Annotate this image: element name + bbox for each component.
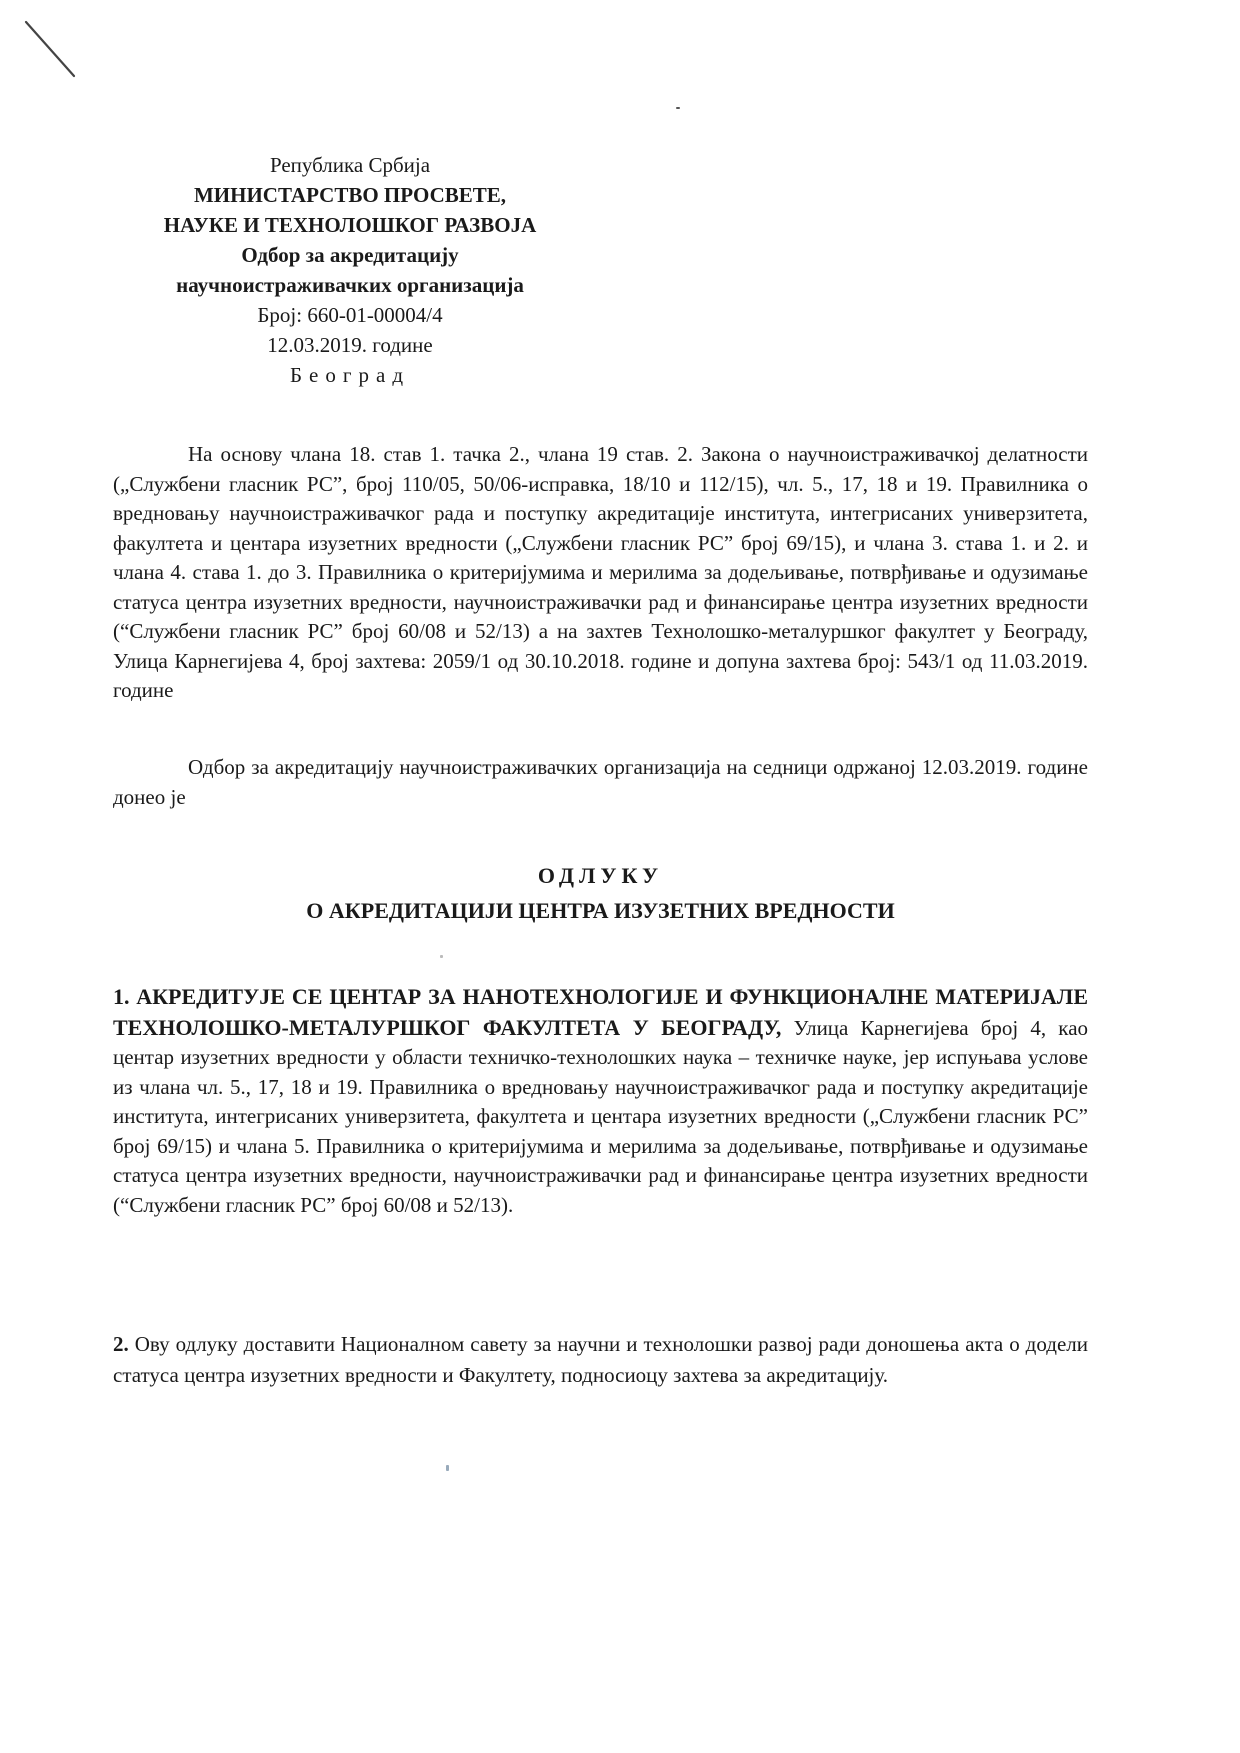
header-ministry-line2: НАУКЕ И ТЕХНОЛОШКОГ РАЗВОЈА [163,213,537,237]
preamble-decision-intro: Одбор за акредитацију научноистраживачких организација на седници одржаној 12.03.2019. године донео је [113,755,1088,809]
decision-subtitle: О АКРЕДИТАЦИЈИ ЦЕНТРА ИЗУЗЕТНИХ ВРЕДНОСТИ [306,898,895,923]
header-board-line2: научноистраживачких организација [176,273,524,297]
header-republic: Република Србија [269,153,431,177]
item-1-text: Улица Карнегијева број 4, као центар изузетних вредности у области техничко-технолошких наука – техничке науке, јер испуњава услове из члана чл. 5., 17, 18 и 19. Правилника о вредновању научноистраживачког рада и поступку акредитације института, интегрисаних универзитета, факултета и центара изузетних вредности („Службени гласник РС” број 69/15) и члана 5. Правилника о критеријумима и мерилима за додељивање, потврђивање и одузимање статуса центра изузетних вредности, научноистраживачки рад и финансирање центра изузетних вредности (“Службени гласник РС” број 60/08 и 52/13). [113,1015,1089,1217]
document-header [90,150,610,390]
item-1-number: 1. [113,984,130,1009]
decision-title-block [113,858,1088,928]
header-board-line1: Одбор за акредитацију [241,243,459,267]
item-1-heading: АКРЕДИТУЈЕ СЕ ЦЕНТАР ЗА НАНОТЕХНОЛОГИЈЕ И ФУНКЦИОНАЛНЕ МАТЕРИЈАЛЕ ТЕХНОЛОШКО-МЕТАЛУРШКОГ ФАКУЛТЕТА У БЕОГРАДУ, [113,984,1088,1040]
scan-speck [440,955,443,958]
item-2-text: Ову одлуку доставити Националном савету за научни и технолошки развој ради доношења акта о додели статуса центра изузетних вредности и Факултету, подносиоцу захтева за акредитацију. [113,1332,1088,1387]
decision-item-1 [113,982,1088,1220]
decision-item-2 [113,1329,1088,1390]
header-ministry-line1: МИНИСТАРСТВО ПРОСВЕТЕ, [193,183,507,207]
preamble-paragraph: На основу члана 18. став 1. тачка 2., члана 19 став. 2. Закона о научноистраживачкој делатности („Службени гласник РС”, број 110/05, 50/06-исправка, 18/10 и 112/15), чл. 5., 17, 18 и 19. Правилника о вредновању научноистраживачког рада и поступку акредитације института, интегрисаних универзитета, факултета и центара изузетних вредности („Службени гласник РС” број 69/15), и члана 3. става 1. и 2. и члана 4. става 1. до 3. Правилника о критеријумима и мерилима за додељивање, потврђивање и одузимање статуса центра изузетних вредности, научноистраживачки рад и финансирање центра изузетних вредности (“Службени гласник РС” број 60/08 и 52/13) а на захтев Технолошко-металуршког факултет у Београду, Улица Карнегијева 4, број захтева: 2059/1 од 30.10.2018. године и допуна захтева број: 543/1 од 11.03.2019. године [113,442,1088,702]
scan-speck [676,107,680,109]
item-2-number: 2. [113,1332,129,1356]
header-date: 12.03.2019. године [267,333,433,357]
header-city: Београд [290,363,410,387]
decision-title: ОДЛУКУ [537,863,664,888]
scan-mark-line [22,18,92,88]
header-number: Број: 660-01-00004/4 [257,303,443,327]
scan-speck [446,1465,449,1471]
